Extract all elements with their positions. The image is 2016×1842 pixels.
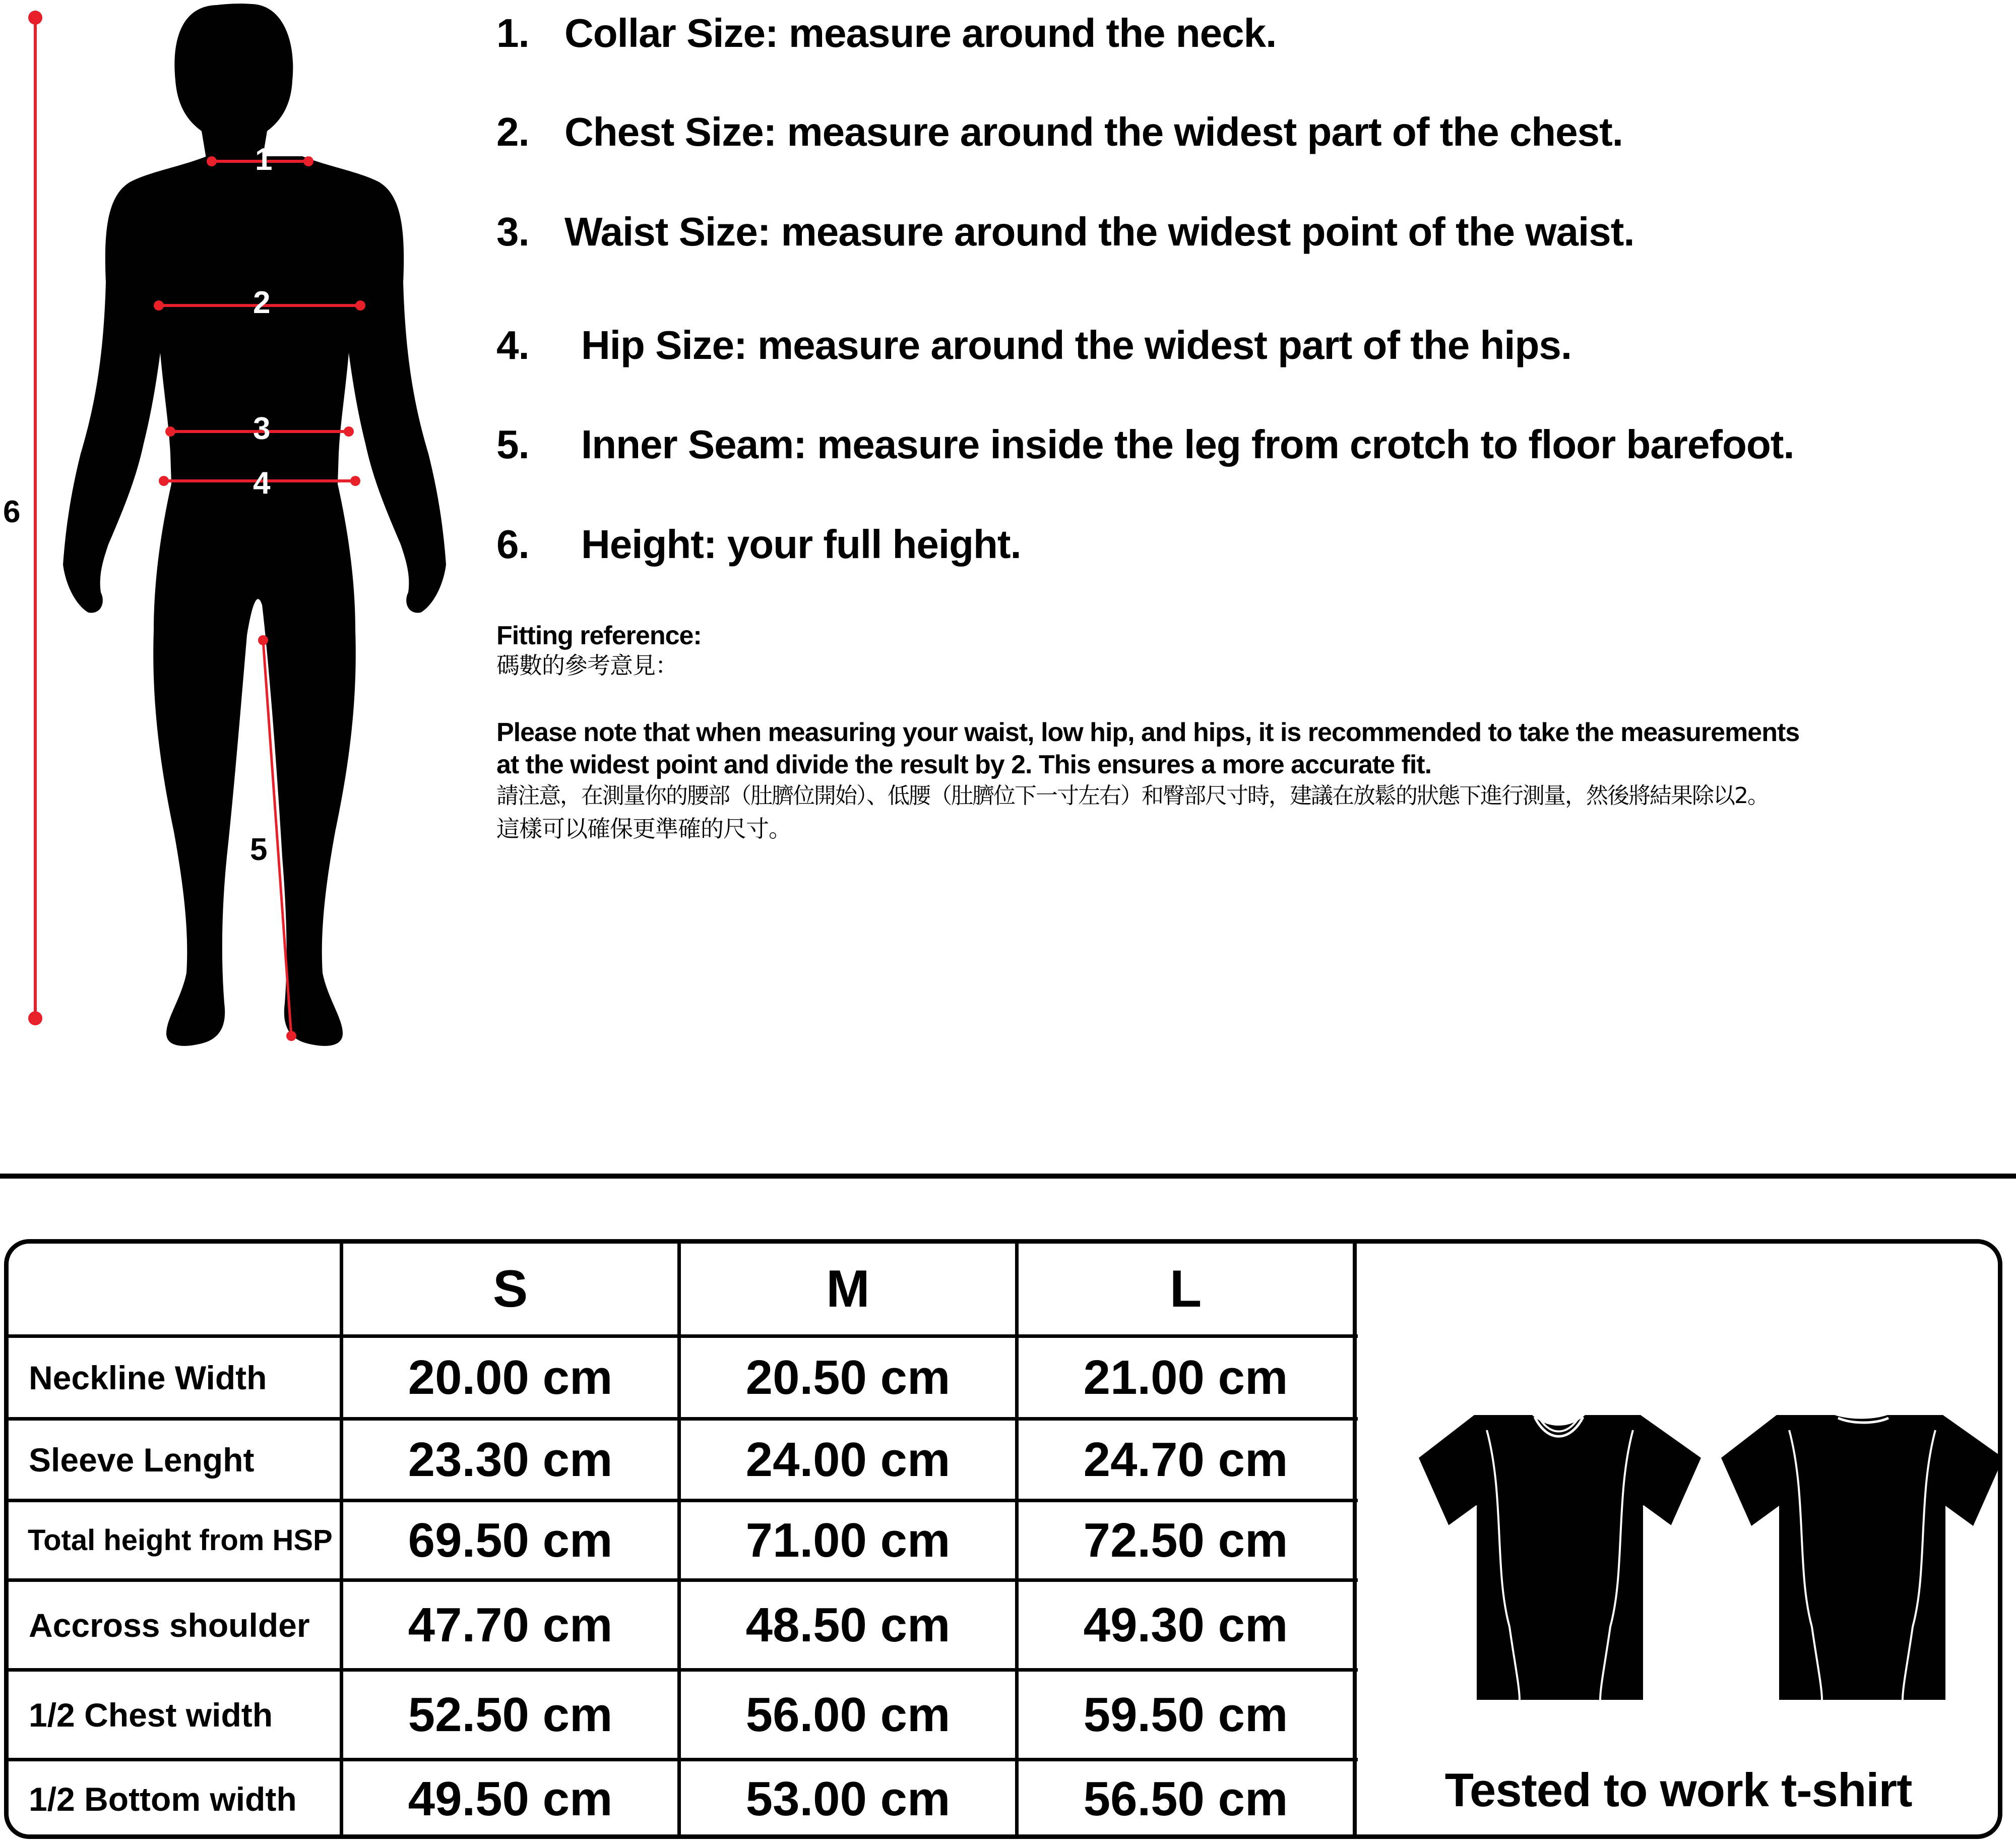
- grid-line: [677, 1244, 681, 1834]
- table-cell: 49.50 cm: [408, 1772, 613, 1826]
- tshirt-illustration: [1358, 1244, 1998, 1834]
- table-cell: 49.30 cm: [1083, 1598, 1288, 1652]
- instruction-desc: measure around the widest point of the waist.: [770, 209, 1634, 254]
- fitting-note-line2: at the widest point and divide the result by 2. This ensures a more accurate fit.: [496, 750, 1432, 779]
- table-cell: 56.50 cm: [1083, 1772, 1288, 1826]
- table-cell: 21.00 cm: [1083, 1350, 1288, 1404]
- instruction-number: 4.: [496, 323, 529, 367]
- row-label: Neckline Width: [29, 1359, 267, 1396]
- table-cell: 23.30 cm: [408, 1432, 613, 1487]
- row-label: Total height from HSP: [28, 1524, 333, 1557]
- table-cell: 20.50 cm: [745, 1350, 951, 1404]
- table-cell: 24.00 cm: [745, 1432, 951, 1487]
- instruction-term: Chest Size:: [564, 109, 777, 154]
- tshirt-front-back-icon: [1358, 1244, 1998, 1748]
- table-cell: 71.00 cm: [745, 1513, 951, 1567]
- table-cell: 20.00 cm: [408, 1350, 613, 1404]
- instruction-4: [496, 325, 1571, 365]
- row-label: 1/2 Chest width: [29, 1696, 273, 1734]
- fitting-note-cjk2: 這樣可以確保更準確的尺寸。: [496, 815, 791, 842]
- tshirt-caption: Tested to work t-shirt: [1444, 1763, 1912, 1816]
- instruction-number: 3.: [496, 209, 529, 254]
- table-cell: 48.50 cm: [745, 1598, 951, 1652]
- table-cell: 56.00 cm: [745, 1687, 951, 1742]
- fitting-note-cjk1: 請注意，在測量你的腰部（肚臍位開始）、低腰（肚臍位下一寸左右）和臀部尺寸時，建議在放鬆的狀態下進行測量，然後將結果除以2。: [496, 783, 1769, 809]
- fitting-note-line1: Please note that when measuring your waist, low hip, and hips, it is recommended to take the measurements: [496, 718, 1800, 747]
- measure-label-5: 5: [250, 832, 268, 867]
- instruction-number: 1.: [496, 11, 529, 55]
- body-measurement-figure: [0, 0, 484, 1059]
- size-table: [4, 1239, 2002, 1839]
- row-label: Accross shoulder: [29, 1606, 310, 1644]
- measure-label-3: 3: [253, 411, 271, 446]
- row-label: Sleeve Lenght: [29, 1441, 255, 1479]
- column-header-l: L: [1169, 1259, 1202, 1318]
- grid-line: [9, 1668, 1358, 1672]
- table-cell: 72.50 cm: [1083, 1513, 1288, 1567]
- instruction-number: 2.: [496, 109, 529, 154]
- instruction-term: Waist Size:: [564, 209, 771, 254]
- instruction-5: [496, 424, 1794, 465]
- instruction-desc: measure inside the leg from crotch to floor barefoot.: [806, 422, 1794, 467]
- table-cell: 59.50 cm: [1083, 1687, 1288, 1742]
- section-divider: [0, 1174, 2016, 1179]
- fitting-title: Fitting reference:: [496, 621, 702, 650]
- measure-label-6: 6: [3, 495, 21, 529]
- instruction-term: Collar Size:: [564, 11, 778, 55]
- instruction-term: Hip Size:: [581, 323, 747, 367]
- grid-line: [9, 1578, 1358, 1582]
- instruction-3: [496, 209, 1634, 254]
- instruction-term: Height:: [581, 522, 717, 567]
- grid-line: [9, 1417, 1358, 1421]
- instruction-desc: measure around the widest part of the hips.: [746, 323, 1572, 367]
- measure-label-4: 4: [253, 466, 271, 501]
- table-cell: 47.70 cm: [408, 1598, 613, 1652]
- instruction-1: [496, 13, 1276, 53]
- instruction-desc: measure around the neck.: [778, 11, 1277, 55]
- instruction-term: Inner Seam:: [581, 422, 806, 467]
- grid-line: [1015, 1244, 1019, 1834]
- table-cell: 52.50 cm: [408, 1687, 613, 1742]
- instruction-2: [496, 109, 1623, 154]
- fitting-title-cjk: 碼數的參考意見：: [496, 652, 678, 679]
- instruction-number: 5.: [496, 422, 529, 467]
- column-header-m: M: [826, 1259, 870, 1318]
- instruction-desc: your full height.: [716, 522, 1021, 567]
- instruction-number: 6.: [496, 522, 529, 567]
- measure-label-1: 1: [255, 142, 273, 177]
- grid-line: [1353, 1244, 1357, 1834]
- instruction-desc: measure around the widest part of the chest.: [776, 109, 1623, 154]
- grid-line: [340, 1244, 343, 1834]
- grid-line: [9, 1334, 1358, 1338]
- row-label: 1/2 Bottom width: [29, 1780, 297, 1818]
- body-silhouette: [0, 0, 484, 1059]
- measure-label-2: 2: [253, 285, 271, 320]
- grid-line: [9, 1499, 1358, 1502]
- table-cell: 24.70 cm: [1083, 1432, 1288, 1487]
- instruction-6: [496, 524, 1021, 565]
- table-cell: 69.50 cm: [408, 1513, 613, 1567]
- grid-line: [9, 1758, 1358, 1761]
- column-header-s: S: [492, 1259, 528, 1318]
- table-cell: 53.00 cm: [745, 1772, 951, 1826]
